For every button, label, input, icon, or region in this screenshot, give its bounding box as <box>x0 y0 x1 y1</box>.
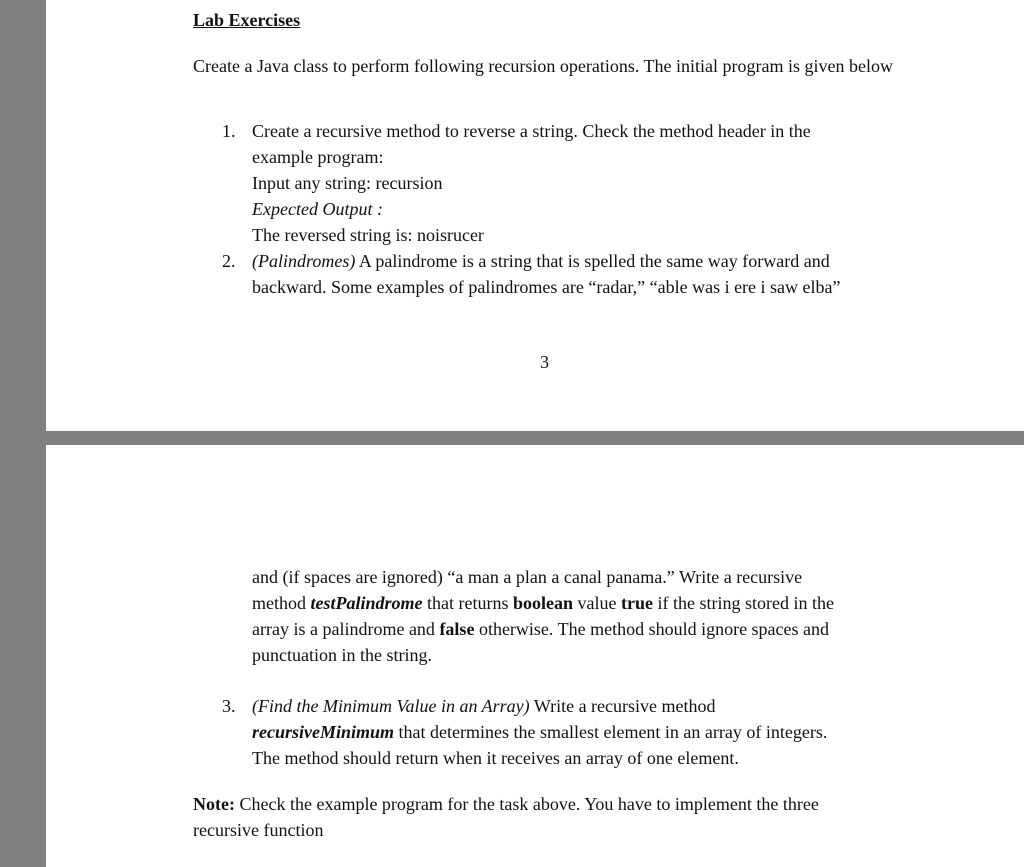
note-label: Note: <box>193 794 235 814</box>
item-1-line-2: example program: <box>252 147 384 167</box>
lab-exercises-heading: Lab Exercises <box>193 10 301 30</box>
item-2-number: 2. <box>222 251 236 271</box>
page-number: 3 <box>540 352 549 372</box>
text-span: otherwise. The method should ignore spaces and <box>474 619 830 639</box>
test-palindrome-method-name: testPalindrome <box>310 593 423 613</box>
document-page-2 <box>46 445 1024 867</box>
note-line-2: recursive function <box>193 820 324 840</box>
item-1-expected-output-label: Expected Output : <box>252 199 383 219</box>
item-2-cont-line-3 <box>252 616 829 642</box>
item-1-number: 1. <box>222 121 236 141</box>
item-2-line-2: backward. Some examples of palindromes are “radar,” “able was i ere i saw elba” <box>252 277 841 297</box>
false-keyword: false <box>439 619 475 639</box>
item-3-title: (Find the Minimum Value in an Array) <box>252 696 530 716</box>
text-span: Write a recursive method <box>529 696 716 716</box>
text-span: Check the example program for the task above. You have to implement the three <box>234 794 819 814</box>
page-separator <box>46 431 1024 445</box>
item-2-line-1 <box>252 248 830 274</box>
item-2-cont-line-2 <box>252 590 834 616</box>
text-span: that returns <box>422 593 513 613</box>
true-keyword: true <box>620 593 653 613</box>
item-3-line-1 <box>252 693 716 719</box>
text-span: that determines the smallest element in an array of integers. <box>394 722 828 742</box>
boolean-keyword: boolean <box>512 593 573 613</box>
item-3-number: 3. <box>222 696 236 716</box>
item-1-line-1: Create a recursive method to reverse a string. Check the method header in the <box>252 121 811 141</box>
item-2-cont-line-1: and (if spaces are ignored) “a man a plan a canal panama.” Write a recursive <box>252 567 803 587</box>
item-2-cont-line-4: punctuation in the string. <box>252 645 432 665</box>
item-1-output-example: The reversed string is: noisrucer <box>252 225 484 245</box>
recursive-minimum-method-name: recursiveMinimum <box>252 722 395 742</box>
item-3-line-2 <box>252 719 827 745</box>
item-1-input-example: Input any string: recursion <box>252 173 443 193</box>
note-line-1 <box>193 791 819 817</box>
text-span: method <box>252 593 311 613</box>
text-span: if the string stored in the <box>652 593 834 613</box>
item-2-line-1-text: A palindrome is a string that is spelled the same way forward and <box>355 251 830 271</box>
document-page-1 <box>46 0 1024 431</box>
text-span: array is a palindrome and <box>252 619 440 639</box>
item-3-line-3: The method should return when it receives an array of one element. <box>252 748 739 768</box>
text-span: value <box>573 593 621 613</box>
intro-paragraph: Create a Java class to perform following recursion operations. The initial program is given below <box>193 56 893 76</box>
item-2-title: (Palindromes) <box>252 251 356 271</box>
